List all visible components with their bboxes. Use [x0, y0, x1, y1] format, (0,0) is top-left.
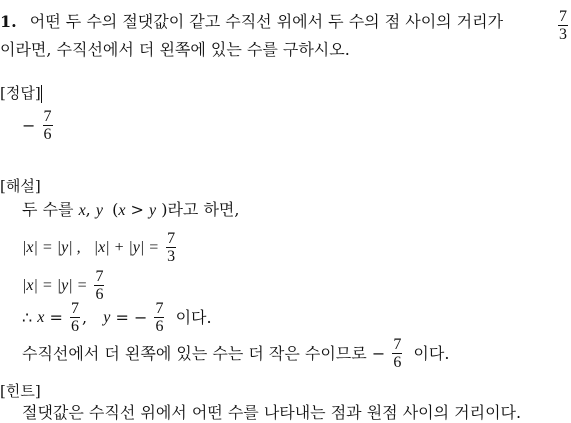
- answer-fraction: [43, 108, 53, 143]
- explanation-line-3: |x| = |y| = $\frac{7}{6}$: [22, 268, 104, 303]
- explanation-line-5: 수직선에서 더 왼쪽에 있는 수는 더 작은 수이므로 − $\frac{7}{6}$ 이다.: [22, 336, 450, 371]
- question-line-2: [0, 40, 350, 60]
- question-frac-num: 7: [559, 8, 567, 25]
- question-text-2: 이라면, 수직선에서 더 왼쪽에 있는 수를 구하시오.: [0, 40, 350, 59]
- explanation-frac-1: $\frac{7}{3}$: [167, 230, 176, 265]
- hint-heading: [힌트]: [0, 382, 41, 400]
- explanation-frac-3: $\frac{7}{6}$: [70, 300, 79, 335]
- explanation-line-2: |x| = |y| , |x| + |y| = $\frac{7}{3}$: [22, 230, 176, 265]
- explanation-frac-2: $\frac{7}{6}$: [95, 268, 104, 303]
- question-frac-den: 3: [559, 26, 567, 43]
- answer-heading: [정답]: [0, 84, 41, 102]
- hint-text: 절댓값은 수직선 위에서 어떤 수를 나타내는 점과 원점 사이의 거리이다.: [22, 403, 522, 422]
- explanation-line-4: ∴ x = $\frac{7}{6}$ , y = − $\frac{7}{6}$ 이다.: [22, 300, 212, 335]
- explanation-heading: [해설]: [0, 177, 41, 195]
- answer-frac-num: 7: [43, 108, 52, 125]
- question-line-1: [0, 8, 567, 43]
- answer-sign: −: [22, 115, 36, 135]
- answer-frac-den: 6: [43, 126, 52, 143]
- explanation-frac-4: $\frac{7}{6}$: [155, 300, 164, 335]
- question-number: 1.: [0, 12, 17, 31]
- explanation-frac-5: $\frac{7}{6}$: [393, 336, 402, 371]
- explanation-line-1: 두 수를 x, y (x > y )라고 하면,: [22, 200, 240, 219]
- answer-value: [22, 108, 55, 148]
- text-cursor: [41, 85, 42, 103]
- question-fraction: [558, 8, 568, 43]
- question-text-1: 어떤 두 수의 절댓값이 같고 수직선 위에서 두 수의 점 사이의 거리가: [29, 12, 504, 31]
